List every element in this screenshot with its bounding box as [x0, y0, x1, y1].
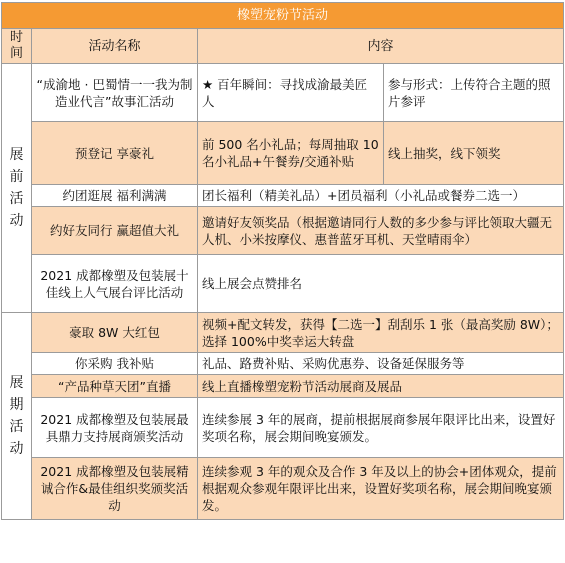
activity-name: 2021 成都橡塑及包装展精诚合作&最佳组织奖颁奖活动 [32, 458, 198, 520]
header-time-line1: 时 [9, 30, 23, 45]
table-row [2, 255, 564, 313]
activity-content: 团长福利（精美礼品）+团员福利（小礼品或餐券二选一） [198, 185, 564, 207]
title-row [2, 3, 564, 29]
activity-content: 线上展会点赞排名 [198, 255, 564, 313]
table-row [2, 398, 564, 458]
activity-content: 线上抽奖，线下领奖 [384, 122, 564, 185]
table-row [2, 185, 564, 207]
activity-name: 约好友同行 赢超值大礼 [32, 207, 198, 255]
period-char: 展 [9, 375, 24, 391]
period-during-exhibition [2, 313, 32, 520]
period-char: 前 [9, 169, 24, 185]
activity-content: 邀请好友领奖品（根据邀请同行人数的多少参与评比领取大疆无人机、小米按摩仪、惠普蓝牙耳机、天堂晴雨伞） [198, 207, 564, 255]
table-row [2, 313, 564, 353]
activity-name: 预登记 享豪礼 [32, 122, 198, 185]
activity-name: “产品种草天团”直播 [32, 375, 198, 398]
period-char: 展 [9, 147, 24, 163]
activity-content: 连续参观 3 年的观众及合作 3 年及以上的协会+团体观众，提前根据观众参观年限评比出来，设置好奖项名称，展会期间晚宴颁发。 [198, 458, 564, 520]
period-char: 活 [9, 419, 24, 435]
header-activity-name: 活动名称 [32, 29, 198, 64]
activity-content: 参与形式：上传符合主题的照片参评 [384, 64, 564, 122]
table-row [2, 458, 564, 520]
activity-content: 视频+配文转发，获得【二选一】刮刮乐 1 张（最高奖励 8W）；选择 100%中奖幸运大转盘 [198, 313, 564, 353]
activity-name: “成渝地 · 巴蜀情一一我为制造业代言”故事汇活动 [32, 64, 198, 122]
activity-content: 线上直播橡塑宠粉节活动展商及展品 [198, 375, 564, 398]
activity-content: 前 500 名小礼品；每周抽取 10 名小礼品+午餐券/交通补贴 [198, 122, 384, 185]
activity-name: 你采购 我补贴 [32, 353, 198, 375]
table-row [2, 353, 564, 375]
period-char: 动 [9, 441, 24, 457]
activity-name: 2021 成都橡塑及包装展最具鼎力支持展商颁奖活动 [32, 398, 198, 458]
table-row [2, 207, 564, 255]
header-row [2, 29, 564, 64]
period-pre-exhibition [2, 64, 32, 313]
activity-table [1, 2, 564, 520]
activity-name: 2021 成都橡塑及包装展十佳线上人气展台评比活动 [32, 255, 198, 313]
header-content: 内容 [198, 29, 564, 64]
period-char: 期 [9, 397, 24, 413]
header-time [2, 29, 32, 64]
activity-content: ★ 百年瞬间：寻找成渝最美匠人 [198, 64, 384, 122]
activity-name: 约团逛展 福利满满 [32, 185, 198, 207]
activity-content: 连续参展 3 年的展商，提前根据展商参展年限评比出来，设置好奖项名称，展会期间晚宴颁发。 [198, 398, 564, 458]
period-char: 动 [9, 213, 24, 229]
table-row [2, 375, 564, 398]
table-row [2, 122, 564, 185]
header-time-line2: 间 [9, 46, 23, 61]
activity-name: 豪取 8W 大红包 [32, 313, 198, 353]
table-row [2, 64, 564, 122]
activity-content: 礼品、路费补贴、采购优惠券、设备延保服务等 [198, 353, 564, 375]
period-char: 活 [9, 191, 24, 207]
table-title: 橡塑宠粉节活动 [2, 3, 564, 29]
